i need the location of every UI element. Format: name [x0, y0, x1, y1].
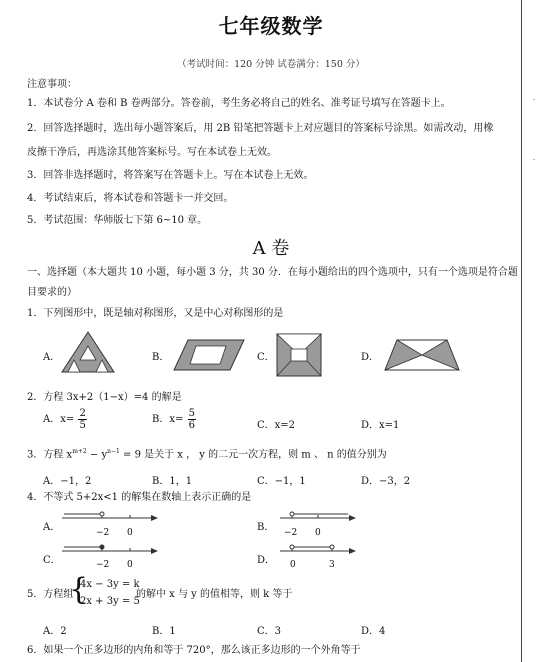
fraction-numerator: 5	[188, 408, 195, 419]
q1-option-d: D．	[361, 352, 380, 363]
q1-option-b: B．	[152, 352, 170, 363]
q2-option-d: D．x=1	[361, 420, 400, 431]
q4-option-d: D．	[257, 555, 276, 566]
number-line-d	[278, 541, 358, 561]
fraction	[78, 408, 86, 431]
system-brace: {	[69, 572, 89, 607]
q3-stem-part: − y	[86, 449, 108, 461]
q2-option-a-label: A．x=	[43, 414, 75, 425]
q4-option-c: C．	[43, 555, 61, 566]
q5-option-a: A．2	[43, 626, 67, 637]
tick-label: 0	[127, 528, 133, 538]
edge-mark: ·	[533, 96, 536, 104]
page-border-line	[521, 0, 522, 662]
number-line-b	[278, 508, 358, 528]
tick-label: −2	[96, 560, 110, 570]
exponent: n−1	[107, 448, 120, 455]
part-intro: 一、选择题（本大题共 10 小题，每小题 3 分，共 30 分．在每小题给出的四个选项中，只有一个选项是符合题	[27, 267, 518, 278]
q5-option-c: C．3	[257, 626, 282, 637]
q3-stem-part: 3．方程 x	[27, 449, 73, 461]
note-2: 2．回答选择题时，选出每小题答案后，用 2B 铅笔把答题卡上对应题目的答案标号涂黑。如需改动，用橡	[27, 123, 494, 134]
q6-stem: 6．如果一个正多边形的内角和等于 720°，那么该正多边形的一个外角等于	[27, 645, 361, 656]
exponent: m+2	[72, 448, 87, 455]
q1-option-c: C．	[257, 352, 275, 363]
q5-stem-pre: 5．方程组	[27, 589, 74, 600]
part-intro-cont: 目要求的）	[27, 287, 77, 298]
note-2-cont: 皮擦干净后，再选涂其他答案标号。写在本试卷上无效。	[27, 147, 277, 158]
q2-option-b-label: B．x=	[152, 414, 184, 425]
q2-option-b	[152, 408, 196, 431]
q5-option-b: B．1	[152, 626, 176, 637]
tick-label: 0	[315, 528, 321, 538]
q5-option-d: D．4	[361, 626, 386, 637]
q3-option-b: B．1，1	[152, 476, 193, 487]
fraction-numerator: 2	[79, 408, 86, 419]
q4-option-a: A．	[43, 522, 61, 533]
section-title: A 卷	[252, 238, 290, 259]
fraction-denominator: 6	[188, 420, 195, 431]
notes-heading: 注意事项：	[27, 79, 77, 90]
q4-stem: 4．不等式 5+2x<1 的解集在数轴上表示正确的是	[27, 492, 252, 503]
q2-option-c: C．x=2	[257, 420, 296, 431]
q3-option-a: A．−1，2	[43, 476, 92, 487]
q4-option-b: B．	[257, 522, 275, 533]
note-3: 3．回答非选择题时，将答案写在答题卡上。写在本试卷上无效。	[27, 170, 314, 181]
note-1: 1．本试卷分 A 卷和 B 卷两部分。答卷前，考生务必将自己的姓名、准考证号填写在答题卡上。	[27, 98, 451, 109]
square-figure	[276, 333, 322, 377]
q2-option-a	[43, 408, 87, 431]
q3-option-d: D．−3，2	[361, 476, 411, 487]
q3-stem-part: = 9 是关于 x ， y 的二元一次方程，则 m 、 n 的值分别为	[119, 449, 387, 461]
note-5: 5．考试范围：华师版七下第 6~10 章。	[27, 215, 208, 226]
exam-title: 七年级数学	[218, 14, 324, 38]
triangle-figure	[60, 330, 116, 374]
tick-label: −2	[284, 528, 298, 538]
edge-mark: ·	[533, 156, 536, 164]
q2-stem: 2．方程 3x+2（1−x）=4 的解是	[27, 392, 182, 403]
number-line-c	[60, 541, 160, 561]
q5-equation-2: 2x + 3y = 5	[80, 596, 140, 607]
tick-label: 0	[127, 560, 133, 570]
q5-stem-post: 的解中 x 与 y 的值相等，则 k 等于	[136, 589, 293, 600]
exam-subtitle: （考试时间：120 分钟 试卷满分：150 分）	[177, 59, 365, 70]
number-line-a	[60, 508, 160, 528]
trapezoid-figure	[383, 338, 461, 372]
q3-option-c: C．−1，1	[257, 476, 306, 487]
q1-option-a: A．	[43, 352, 61, 363]
tick-label: −2	[96, 528, 110, 538]
tick-label: 0	[290, 560, 296, 570]
fraction-denominator: 5	[79, 420, 86, 431]
note-4: 4．考试结束后，将本试卷和答题卡一并交回。	[27, 193, 234, 204]
tick-label: 3	[329, 560, 335, 570]
q3-stem	[27, 445, 387, 462]
fraction	[188, 408, 196, 431]
q5-equation-1: 4x − 3y = k	[80, 579, 140, 590]
q1-stem: 1．下列图形中，既是轴对称图形，又是中心对称图形的是	[27, 308, 284, 319]
parallelogram-figure	[172, 338, 246, 372]
